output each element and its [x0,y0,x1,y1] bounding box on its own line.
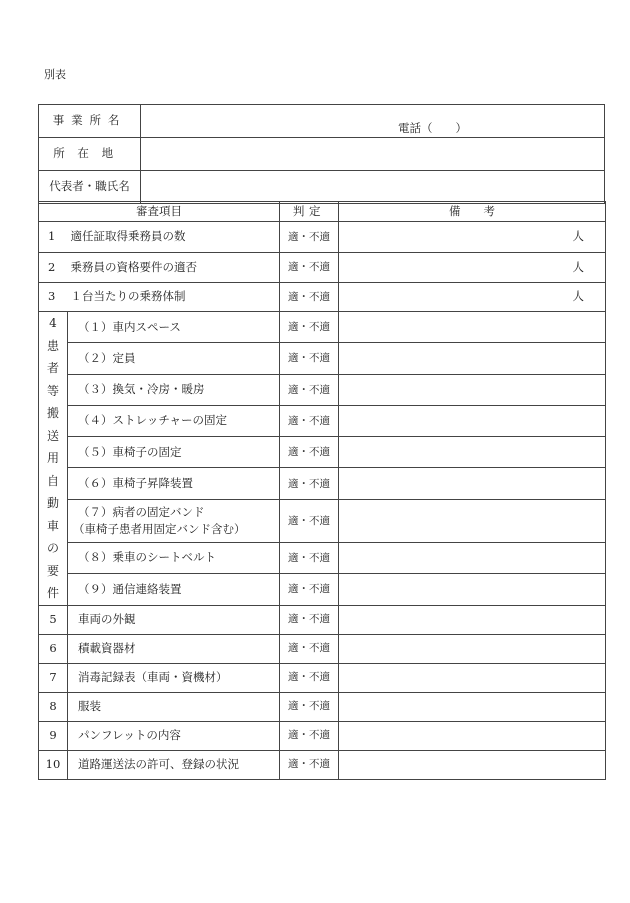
remarks-cell[interactable] [339,468,606,499]
item-label-line2: （車椅子患者用固定バンド含む） [73,521,246,536]
item-label: （１）車内スペース [68,312,280,343]
table-row [39,721,606,750]
remarks-cell[interactable] [339,343,606,374]
item-label: （８）乗車のシートベルト [68,542,280,573]
table-row [39,663,606,692]
table-row [39,692,606,721]
section-4-char: 者 [46,361,59,375]
item-label: （３）換気・冷房・暖房 [68,374,280,405]
item-label: 適任証取得乗務員の数 [70,229,186,244]
item-number: 9 [39,721,68,750]
section-4-char: の [46,541,59,555]
section-4-label [39,312,68,606]
section-4-char: 搬 [46,406,59,420]
section-4-char: 4 [49,316,57,330]
judgment-cell[interactable]: 適・不適 [280,283,339,312]
item-cell [39,222,280,253]
remarks-cell[interactable] [339,721,606,750]
table-row [39,253,606,283]
judgment-cell[interactable]: 適・不適 [280,499,339,542]
item-label: （７）病者の固定バンド [78,504,205,519]
judgment-cell[interactable]: 適・不適 [280,634,339,663]
table-row [39,574,606,605]
remarks-cell[interactable] [339,437,606,468]
address-label: 所在地 [39,138,141,171]
inspection-table [38,201,606,780]
remarks-cell[interactable] [339,499,606,542]
remarks-cell[interactable] [339,663,606,692]
representative-row [39,171,605,204]
judgment-cell[interactable]: 適・不適 [280,750,339,779]
judgment-cell[interactable]: 適・不適 [280,374,339,405]
judgment-cell[interactable]: 適・不適 [280,605,339,634]
item-number: 8 [39,692,68,721]
remarks-cell[interactable] [339,405,606,436]
section-4-char: 自 [46,473,59,488]
table-row [39,405,606,436]
representative-field[interactable] [141,171,605,204]
remarks-cell[interactable] [339,605,606,634]
table-row [39,283,606,312]
item-label: １台当たりの乗務体制 [70,289,186,304]
item-number: 10 [39,750,68,779]
item-label: 消毒記録表（車両・資機材） [68,663,280,692]
address-row [39,138,605,171]
remarks-cell[interactable]: 人 [339,253,606,283]
item-label: 乗務員の資格要件の適否 [70,259,197,274]
judgment-cell[interactable]: 適・不適 [280,312,339,343]
item-cell [39,253,280,283]
table-row [39,222,606,253]
office-name-label: 事業所名 [39,105,141,138]
document-label: 別表 [44,68,66,81]
remarks-cell[interactable] [339,374,606,405]
address-field[interactable] [141,138,605,171]
phone-label: 電話（ ） [398,121,467,136]
item-label: （９）通信連絡装置 [68,574,280,605]
item-cell [39,283,280,312]
item-number: 1 [48,229,56,244]
table-row [39,343,606,374]
table-row [39,468,606,499]
column-header-item: 審査項目 [39,202,280,222]
table-row [39,374,606,405]
column-header-remarks: 備 考 [339,202,606,222]
remarks-cell[interactable] [339,542,606,573]
judgment-cell[interactable]: 適・不適 [280,542,339,573]
judgment-cell[interactable]: 適・不適 [280,468,339,499]
section-4-char: 送 [46,428,59,443]
item-cell [68,499,280,542]
section-4-char: 用 [46,451,59,465]
judgment-cell[interactable]: 適・不適 [280,692,339,721]
table-row [39,634,606,663]
table-row [39,437,606,468]
remarks-cell[interactable] [339,574,606,605]
item-number: 6 [39,634,68,663]
table-row [39,605,606,634]
item-label: （５）車椅子の固定 [68,437,280,468]
table-row [39,542,606,573]
remarks-cell[interactable] [339,312,606,343]
remarks-cell[interactable] [339,750,606,779]
item-label: 服装 [68,692,280,721]
section-4-char: 等 [46,383,59,398]
judgment-cell[interactable]: 適・不適 [280,253,339,283]
section-4-char: 件 [46,586,59,600]
remarks-cell[interactable] [339,634,606,663]
representative-label: 代表者・職氏名 [39,171,141,204]
table-row [39,312,606,343]
office-info-table [38,104,605,204]
judgment-cell[interactable]: 適・不適 [280,222,339,253]
item-label: 積載資器材 [68,634,280,663]
item-label: パンフレットの内容 [68,721,280,750]
table-row [39,750,606,779]
office-name-row [39,105,605,138]
item-number: 7 [39,663,68,692]
section-4-char: 要 [46,563,59,578]
judgment-cell[interactable]: 適・不適 [280,343,339,374]
section-4-char: 患 [46,338,59,353]
column-header-judgment: 判定 [280,202,339,222]
remarks-cell[interactable]: 人 [339,283,606,312]
judgment-cell[interactable]: 適・不適 [280,437,339,468]
table-header-row [39,202,606,222]
item-number: 2 [48,259,56,274]
judgment-cell[interactable]: 適・不適 [280,721,339,750]
section-4-char: 車 [46,518,59,533]
item-label: （４）ストレッチャーの固定 [68,405,280,436]
remarks-cell[interactable]: 人 [339,222,606,253]
judgment-cell[interactable]: 適・不適 [280,574,339,605]
item-label: 道路運送法の許可、登録の状況 [68,750,280,779]
office-name-field[interactable] [141,105,605,138]
judgment-cell[interactable]: 適・不適 [280,405,339,436]
remarks-cell[interactable] [339,692,606,721]
item-number: 3 [48,289,56,304]
section-4-char: 動 [46,496,59,510]
judgment-cell[interactable]: 適・不適 [280,663,339,692]
table-row [39,499,606,542]
item-label: （２）定員 [68,343,280,374]
item-label: （６）車椅子昇降装置 [68,468,280,499]
item-label: 車両の外観 [68,605,280,634]
item-number: 5 [39,605,68,634]
